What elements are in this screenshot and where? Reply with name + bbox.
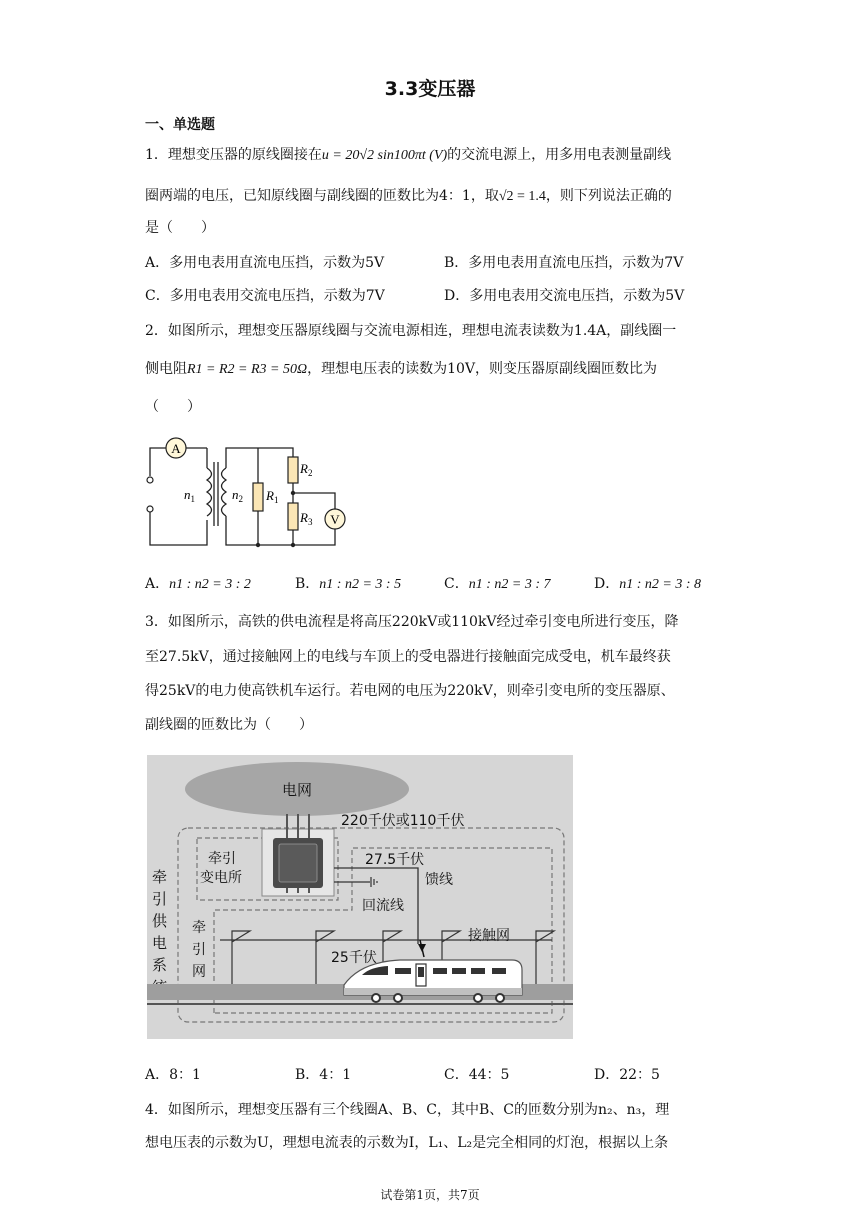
q3-option-c[interactable]: C．44：5: [444, 1067, 510, 1083]
q2-option-b-label: B．: [295, 576, 320, 592]
n1-label: $n_1$: [184, 487, 195, 504]
q3-line-1: 3．如图所示，高铁的供电流程是将高压220kV或110kV经过牵引变电所进行变压，降: [145, 614, 679, 630]
substation-label-1: 牵引: [208, 851, 236, 867]
svg-text:供: 供: [152, 912, 168, 930]
r3-label: $R_3$: [300, 510, 313, 527]
page-footer: 试卷第1页，共7页: [380, 1188, 480, 1202]
traction-net-label-1: 牵: [192, 920, 206, 936]
q2-option-c-label: C．: [444, 576, 469, 592]
q2-line-1: 2．如图所示，理想变压器原线圈与交流电源相连，理想电流表读数为1.4A，副线圈一: [145, 323, 677, 339]
r2-label: $R_2$: [300, 461, 313, 478]
section-heading: 一、单选题: [145, 117, 215, 133]
r1-label: $R_1$: [266, 488, 279, 505]
q2-option-d-ratio: n1 : n2 = 3 : 8: [619, 577, 702, 592]
q3-option-d[interactable]: D．22：5: [594, 1067, 660, 1083]
q2-formula-resistors: R1 = R2 = R3 = 50Ω: [187, 362, 308, 377]
voltmeter-label: V: [330, 512, 340, 527]
q2-option-d-label: D．: [594, 576, 620, 592]
q2-line2-a: 侧电阻: [145, 361, 187, 377]
n2-label: $n_2$: [232, 487, 243, 504]
q2-line2-b: ，理想电压表的读数为10V，则变压器原副线圈匝数比为: [307, 361, 658, 377]
feeder-label: 馈线: [425, 872, 453, 888]
q1-option-d[interactable]: D．多用电表用交流电压挡，示数为5V: [444, 288, 685, 304]
contact-net-label: 接触网: [468, 928, 510, 944]
q1-option-a[interactable]: A．多用电表用直流电压挡，示数为5V: [145, 255, 385, 271]
q4-line-1: 4．如图所示，理想变压器有三个线圈A、B、C，其中B、C的匝数分别为n₂、n₃，理: [145, 1102, 670, 1118]
substation-label-2: 变电所: [200, 870, 242, 886]
q2-option-b-ratio: n1 : n2 = 3 : 5: [319, 577, 402, 592]
q1-line2-a: 圈两端的电压，已知原线圈与副线圈的匝数比为4：1，取: [145, 188, 499, 204]
q3-line-2: 至27.5kV，通过接触网上的电线与车顶上的受电器进行接触面完成受电，机车最终获: [145, 649, 671, 665]
q1-formula-voltage: u = 20√2 sin100πt (V): [321, 148, 448, 163]
ammeter-label: A: [171, 441, 181, 456]
q2-option-c-ratio: n1 : n2 = 3 : 7: [468, 577, 551, 592]
q3-option-a[interactable]: A．8：1: [145, 1067, 201, 1083]
27kv-label: 27.5千伏: [365, 852, 425, 868]
q2-option-a-ratio: n1 : n2 = 3 : 2: [169, 577, 251, 592]
svg-text:引: 引: [152, 890, 168, 908]
q4-line-2: 想电压表的示数为U，理想电流表的示数为I，L₁、L₂是完全相同的灯泡，根据以上条: [145, 1135, 669, 1151]
q1-option-c[interactable]: C．多用电表用交流电压挡，示数为7V: [145, 288, 385, 304]
traction-net-label-2: 引: [192, 942, 206, 958]
q1-line2-b: ，则下列说法正确的: [545, 188, 672, 204]
svg-text:牵: 牵: [152, 868, 168, 886]
svg-text:电: 电: [152, 934, 168, 952]
q2-option-a-label: A．: [145, 576, 170, 592]
high-voltage-label: 220千伏或110千伏: [341, 813, 465, 829]
q1-option-b[interactable]: B．多用电表用直流电压挡，示数为7V: [444, 255, 684, 271]
q1-stem-b: 的交流电源上，用多用电表测量副线: [447, 147, 672, 163]
q3-line-3: 得25kV的电力使高铁机车运行。若电网的电压为220kV，则牵引变电所的变压器原、: [145, 683, 675, 699]
25kv-label: 25千伏: [331, 950, 377, 966]
grid-label: 电网: [281, 781, 313, 799]
q1-stem-a: 1．理想变压器的原线圈接在: [145, 147, 322, 163]
q3-line-4: 副线圈的匝数比为（ ）: [145, 717, 313, 733]
return-line-label: 回流线: [362, 898, 404, 914]
q3-option-b[interactable]: B．4：1: [295, 1067, 352, 1083]
page-title: 3.3变压器: [384, 78, 476, 100]
traction-net-label-3: 网: [192, 964, 206, 980]
q1-formula-sqrt2: √2 = 1.4: [498, 189, 546, 204]
q2-line-3: （ ）: [145, 399, 201, 415]
q1-line-3: 是（ ）: [145, 220, 215, 236]
svg-text:系: 系: [152, 956, 168, 974]
